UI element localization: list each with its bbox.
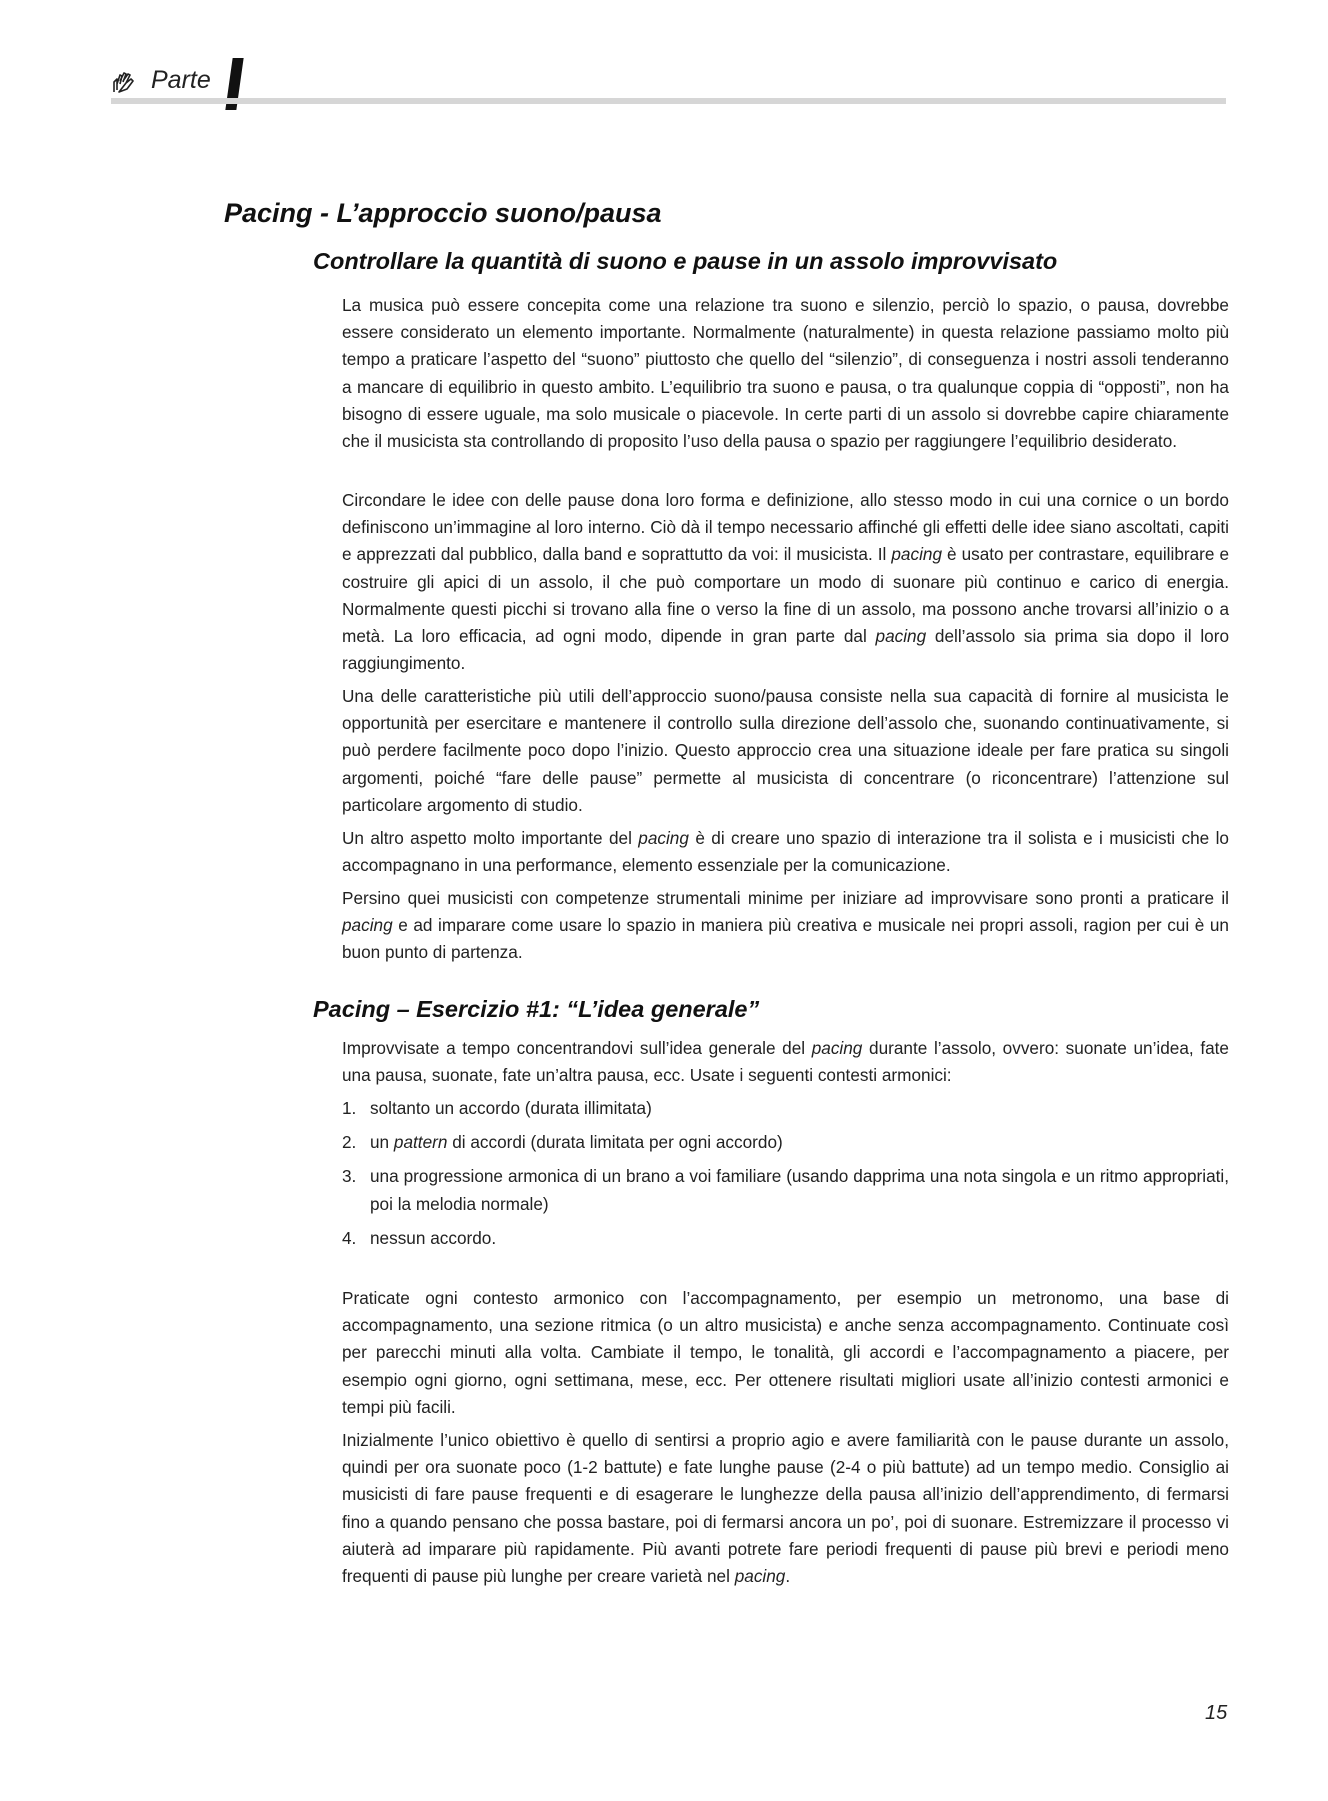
- intro-paragraph-2: [342, 487, 1229, 677]
- paragraph-text: Un altro aspetto molto importante del pacing è di creare uno spazio di interazione tra il solista e i musicisti che lo accompagnano in una performance, elemento essenziale per la comunicazione.: [342, 828, 1229, 876]
- exercise-intro: [342, 1035, 1229, 1089]
- list-item: 1. soltanto un accordo (durata illimitata): [342, 1098, 652, 1118]
- exercise-heading: Pacing – Esercizio #1: “L’idea generale”: [313, 996, 760, 1022]
- page-subtitle: Controllare la quantità di suono e pause in un assolo improvvisato: [313, 248, 1058, 274]
- paragraph-text: La musica può essere concepita come una relazione tra suono e silenzio, perciò lo spazio, o pausa, dovrebbe essere considerato un elemento importante. Normalmente (naturalmente) in questa relazione passiamo molto più tempo a praticare l’aspetto del “suono” piuttosto che quello del “silenzio”, di conseguenza i nostri assoli tenderanno a mancare di equilibrio in questo ambito. L’equilibrio tra suono e pausa, o tra qualunque coppia di “opposti”, non ha bisogno di essere uguale, ma solo musicale o piacevole. In certe parti di un assolo si dovrebbe capire chiaramente che il musicista sta controllando di proposito l’uso della pausa o spazio per raggiungere l’equilibrio desiderato.: [342, 295, 1229, 452]
- list-item: 3. una progressione armonica di un brano a voi familiare (usando dapprima una nota singola e un ritmo appropriati, poi la melodia normale): [342, 1166, 1229, 1214]
- context-list: [342, 1095, 1229, 1252]
- paragraph-text: Inizialmente l’unico obiettivo è quello di sentirsi a proprio agio e avere familiarità con le pause durante un assolo, quindi per ora suonate poco (1-2 battute) e fate lunghe pause (2-4 o più battute) ad un tempo medio. Consiglio ai musicisti di fare pause frequenti e di esagerare le lunghezze della pausa all’inizio dell’apprendimento, di fermarsi fino a quando pensano che possa bastare, poi di fermarsi ancora un po’, poi di suonare. Estremizzare il processo vi aiuterà ad imparare più rapidamente. Più avanti potrete fare periodi frequenti di pause più brevi e periodi meno frequenti di pause più lunghe per creare varietà nel pacing.: [342, 1430, 1229, 1587]
- intro-paragraph-3: [342, 683, 1229, 819]
- page-number: 15: [1205, 1702, 1228, 1724]
- paragraph-text: Circondare le idee con delle pause dona loro forma e definizione, allo stesso modo in cui una cornice o un bordo definiscono un’immagine al loro interno. Ciò dà il tempo necessario affinché gli effetti delle idee siano ascoltati, capiti e apprezzati dal pubblico, dalla band e soprattutto da voi: il musicista. Il pacing è usato per contrastare, equilibrare e costruire gli apici di un assolo, il che può comportare un modo di suonare più continuo e carico di energia. Normalmente questi picchi si trovano alla fine o verso la fine di un assolo, ma possono anche trovarsi all’inizio o a metà. La loro efficacia, ad ogni modo, dipende in gran parte dal pacing dell’assolo sia prima sia dopo il loro raggiungimento.: [342, 490, 1230, 674]
- paragraph-text: Una delle caratteristiche più utili dell’approccio suono/pausa consiste nella sua capacità di fornire al musicista le opportunità per esercitare e mantenere il controllo sulla direzione dell’assolo che, suonando continuativamente, si può perdere facilmente poco dopo l’inizio. Questo approccio crea una situazione ideale per fare pratica su singoli argomenti, poiché “fare delle pause” permette al musicista di concentrare (o riconcentrare) l’attenzione sul particolare argomento di studio.: [342, 686, 1229, 815]
- intro-paragraph-1: [342, 292, 1229, 455]
- list-item: 4. nessun accordo.: [342, 1227, 497, 1248]
- exercise-paragraph-2: [342, 1427, 1229, 1590]
- paragraph-text: Praticate ogni contesto armonico con l’accompagnamento, per esempio un metronomo, una base di accompagnamento, una sezione ritmica (o un altro musicista) e anche senza accompagnamento. Continuate così per parecchi minuti alla volta. Cambiate il tempo, le tonalità, gli accordi e l’accompagnamento a piacere, per esempio ogni giorno, ogni settimana, mese, ecc. Per ottenere risultati migliori usate all’inizio contesti armonici e tempi più facili.: [342, 1288, 1229, 1417]
- paragraph-text: Persino quei musicisti con competenze strumentali minime per iniziare ad improvvisare sono pronti a praticare il pacing e ad imparare come usare lo spazio in maniera più creativa e musicale nei propri assoli, ragion per cui è un buon punto di partenza.: [342, 888, 1229, 963]
- running-header: [111, 58, 1226, 108]
- list-item: 2. un pattern di accordi (durata limitata per ogni accordo): [342, 1132, 783, 1153]
- page-title: Pacing - L’approccio suono/pausa: [224, 198, 662, 228]
- intro-paragraph-5: [342, 885, 1229, 967]
- hand-icon: [111, 70, 137, 94]
- paragraph-text: Improvvisate a tempo concentrandovi sull’idea generale del pacing durante l’assolo, ovvero: suonate un’idea, fate una pausa, suonate, fate un’altra pausa, ecc. Usate i seguenti contesti armonici:: [342, 1038, 1229, 1086]
- section-label: Parte: [151, 66, 211, 94]
- exercise-paragraph-1: [342, 1285, 1229, 1421]
- header-rule: [111, 98, 1226, 104]
- intro-paragraph-4: [342, 825, 1229, 879]
